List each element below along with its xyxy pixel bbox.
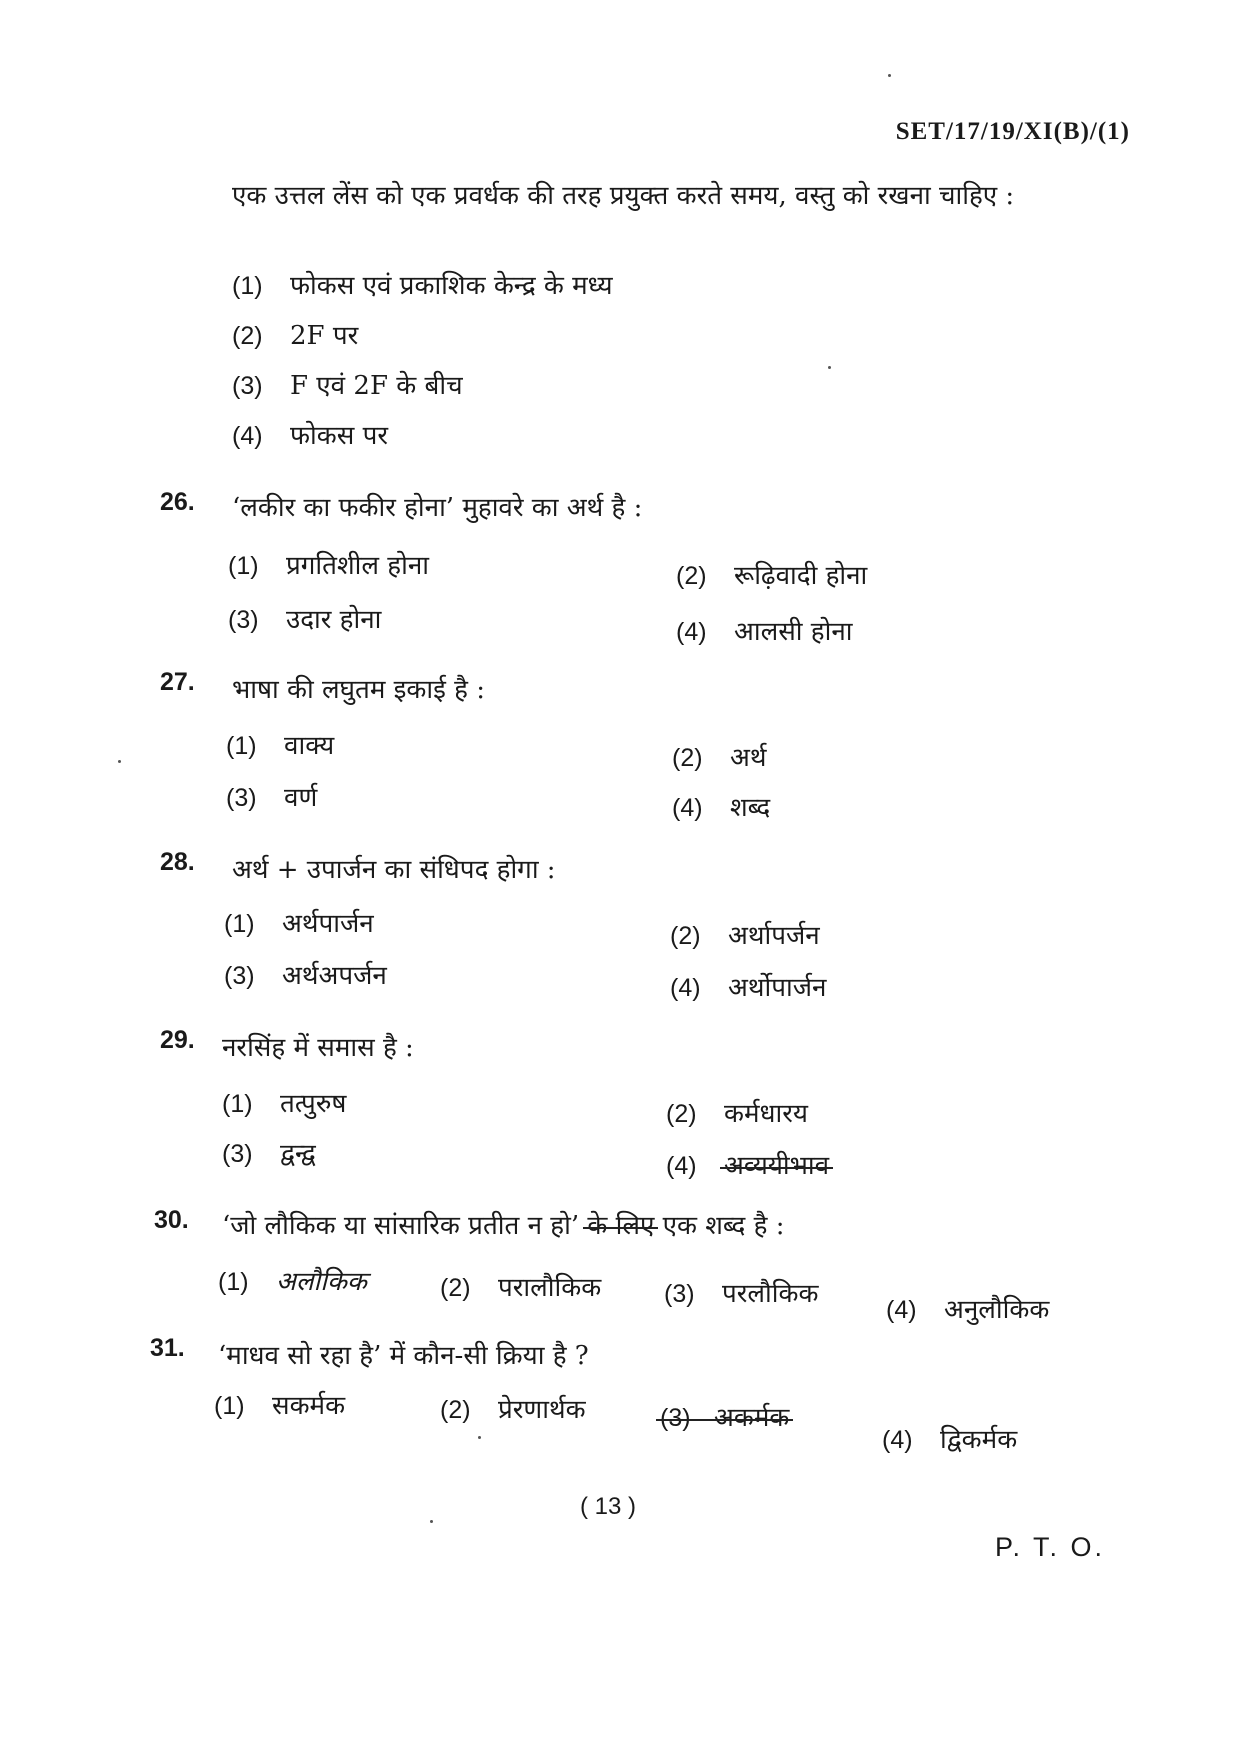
set-code: SET/17/19/XI(B)/(1) xyxy=(895,118,1130,145)
q27-text: भाषा की लघुतम इकाई है : xyxy=(232,675,485,705)
q27-option-2: (2) अर्थ xyxy=(672,743,767,773)
q28-number: 28. xyxy=(160,848,195,876)
q29-text: नरसिंह में समास है : xyxy=(222,1033,414,1063)
page-number: ( 13 ) xyxy=(580,1493,637,1520)
q27-option-4: (4) शब्द xyxy=(672,793,771,823)
q30-option-4: (4) अनुलौकिक xyxy=(886,1295,1050,1325)
scan-speck xyxy=(828,366,831,369)
q25-option-1: (1) फोकस एवं प्रकाशिक केन्द्र के मध्य xyxy=(232,271,613,301)
q28-option-1: (1) अर्थपार्जन xyxy=(224,909,374,939)
q28-text: अर्थ + उपार्जन का संधिपद होगा : xyxy=(232,855,556,885)
q28-option-4: (4) अर्थोपार्जन xyxy=(670,973,827,1003)
q29-option-4: (4) अव्ययीभाव xyxy=(666,1151,830,1181)
scan-speck xyxy=(430,1520,433,1523)
q31-option-1: (1) सकर्मक xyxy=(214,1391,346,1421)
q26-option-4: (4) आलसी होना xyxy=(676,617,853,647)
q30-option-1: (1) अलौकिक xyxy=(218,1267,367,1297)
q30-text: ‘जो लौकिक या सांसारिक प्रतीत न हो’ के लिए एक शब्द है : xyxy=(222,1211,785,1241)
q25-option-4: (4) फोकस पर xyxy=(232,421,388,451)
q31-option-2: (2) प्रेरणार्थक xyxy=(440,1395,586,1425)
q25-option-2: (2) 2F पर xyxy=(232,321,359,351)
q26-text: ‘लकीर का फकीर होना’ मुहावरे का अर्थ है : xyxy=(232,493,643,523)
q26-option-1: (1) प्रगतिशील होना xyxy=(228,551,429,581)
q29-number: 29. xyxy=(160,1026,195,1054)
q28-option-3: (3) अर्थअपर्जन xyxy=(224,961,387,991)
q26-number: 26. xyxy=(160,488,195,516)
pto-mark: P. T. O. xyxy=(995,1532,1106,1562)
scan-speck xyxy=(118,760,121,763)
q29-option-3: (3) द्वन्द्व xyxy=(222,1139,316,1169)
q27-option-3: (3) वर्ण xyxy=(226,783,318,813)
q30-option-2: (2) परालौकिक xyxy=(440,1273,602,1303)
q29-option-1: (1) तत्पुरुष xyxy=(222,1089,347,1119)
q26-option-2: (2) रूढ़िवादी होना xyxy=(676,561,868,591)
q31-text: ‘माधव सो रहा है’ में कौन-सी क्रिया है ? xyxy=(218,1341,589,1371)
q31-option-4: (4) द्विकर्मक xyxy=(882,1425,1018,1455)
q31-option-3: (3) अकर्मक xyxy=(660,1403,790,1433)
q31-number: 31. xyxy=(150,1334,185,1362)
scan-speck xyxy=(478,1436,481,1439)
q29-option-2: (2) कर्मधारय xyxy=(666,1099,808,1129)
q30-option-3: (3) परलौकिक xyxy=(664,1279,819,1309)
scan-speck xyxy=(888,74,891,77)
q26-option-3: (3) उदार होना xyxy=(228,605,382,635)
q27-option-1: (1) वाक्य xyxy=(226,731,335,761)
q25-stem: एक उत्तल लेंस को एक प्रवर्धक की तरह प्रयुक्त करते समय, वस्तु को रखना चाहिए : xyxy=(232,181,1015,211)
q27-number: 27. xyxy=(160,668,195,696)
q28-option-2: (2) अर्थापर्जन xyxy=(670,921,820,951)
q30-number: 30. xyxy=(154,1206,189,1234)
q25-option-3: (3) F एवं 2F के बीच xyxy=(232,371,463,401)
